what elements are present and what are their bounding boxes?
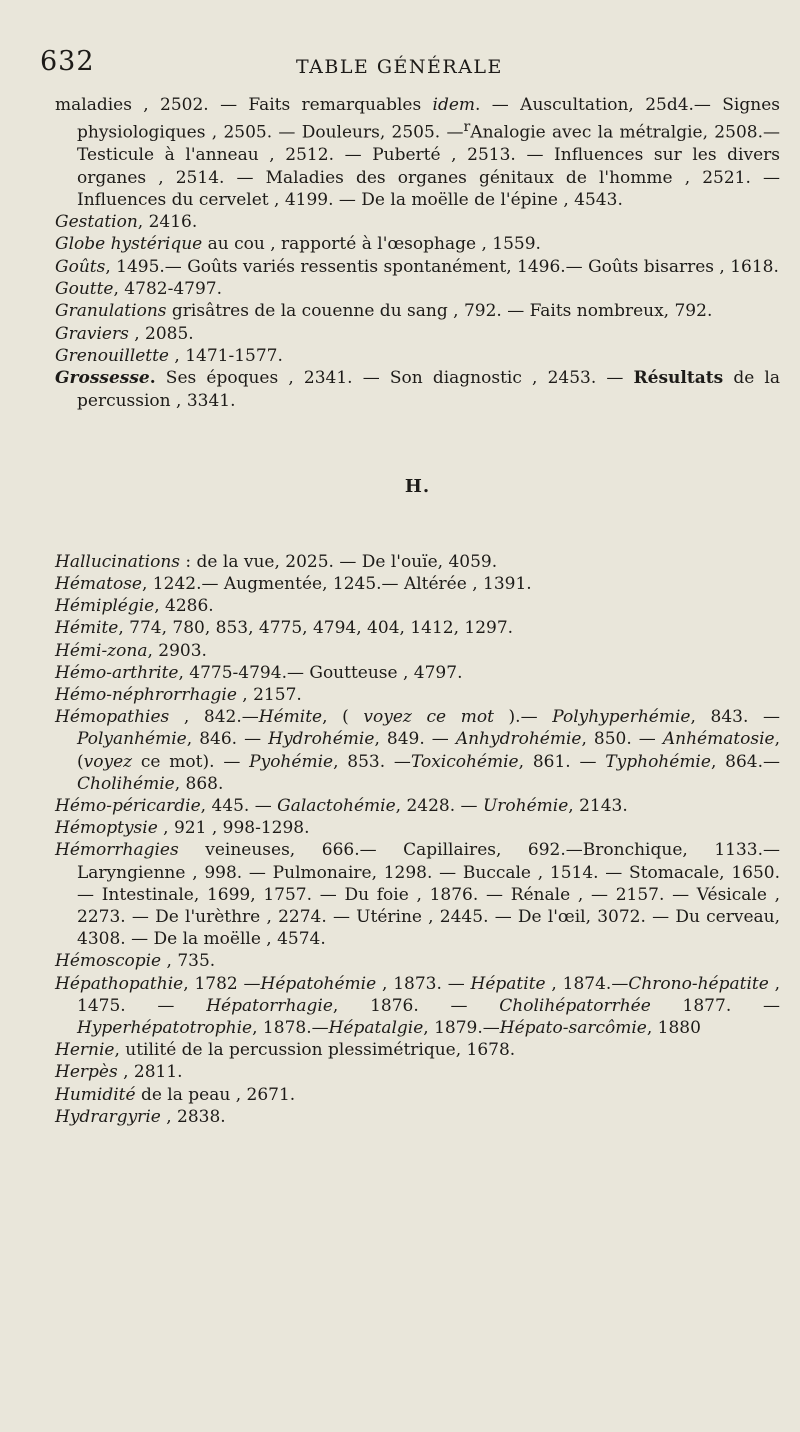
running-head: TABLE GÉNÉRALE [296,56,503,78]
index-entry: Globe hystérique au cou , rapporté à l'œsophage , 1559. [55,234,541,255]
index-entry: Hernie, utilité de la percussion plessimétrique, 1678. [55,1040,516,1061]
index-entry: Grossesse. Ses époques , 2341. — Son diagnostic , 2453. — Résultats de la percussion , 3341. [55,368,780,411]
index-entry: Hémite, 774, 780, 853, 4775, 4794, 404, 1412, 1297. [55,618,514,639]
page-header [0,46,800,90]
index-entry: Hémiplégie, 4286. [55,596,214,617]
index-entry: Hémo-arthrite, 4775-4794.— Goutteuse , 4797. [55,662,463,683]
index-section-h [55,551,780,1128]
index-entry: Hémoscopie , 735. [55,951,216,972]
index-entry: Gestation, 2416. [55,212,198,233]
index-body [55,94,780,1128]
section-letter-h: H. [404,475,431,497]
index-entry: Hémoptysie , 921 , 998-1298. [55,818,310,839]
index-entry: Graviers , 2085. [55,323,194,344]
index-entry: Hémorrhagies veineuses, 666.— Capillaires, 692.—Bronchique, 1133.— Laryngienne , 998. — Pulmonaire, 1298. — Buccale , 1514. — Stomacale, 1650. — Intestinale, 1699, 1757. — Du foie , 1876. — Rénale , — 2157. — Vésicale , 2273. — De l'urèthre , 2274. — Utérine , 2445. — De l'œil, 3072. — Du cerveau, 4308. — De la moëlle , 4574. [55,840,780,950]
index-section-g [55,94,780,412]
index-entry: Hémo-néphrorrhagie , 2157. [55,685,302,706]
index-entry: Hématose, 1242.— Augmentée, 1245.— Altérée , 1391. [55,574,532,595]
index-entry: Granulations grisâtres de la couenne du sang , 792. — Faits nombreux, 792. [55,301,713,322]
index-entry: Hémi-zona, 2903. [55,640,207,661]
index-entry: Goûts, 1495.— Goûts variés ressentis spontanément, 1496.— Goûts bisarres , 1618. [55,256,779,277]
index-entry: Hépathopathie, 1782 —Hépatohémie , 1873. — Hépatite , 1874.—Chrono-hépatite , 1475. — Hépatorrhagie, 1876. — Cholihépatorrhée 1877. — Hyperhépatotrophie, 1878.—Hépatalgie, 1879.—Hépato-sarcômie, 1880 [55,973,781,1039]
index-entry: maladies , 2502. — Faits remarquables idem. — Auscultation, 25d4.— Signes physiologiques , 2505. — Douleurs, 2505. —$^r$Analogie avec la métralgie, 2508.— Testicule à l'anneau , 2512. — Puberté , 2513. — Influences sur les divers organes , 2514. — Maladies des organes génitaux de l'homme , 2521. — Influences du cervelet , 4199. — De la moëlle de l'épine , 4543. [55,95,780,210]
index-entry: Hémopathies , 842.—Hémite, ( voyez ce mot ).— Polyhyperhémie, 843. —Polyanhémie, 846. — Hydrohémie, 849. — Anhydrohémie, 850. — Anhématosie, (voyez ce mot). — Pyohémie, 853. —Toxicohémie, 861. — Typhohémie, 864.— Cholihémie, 868. [55,707,781,794]
index-entry: Grenouillette , 1471-1577. [55,345,283,366]
page-number: 632 [40,46,95,77]
index-entry: Goutte, 4782-4797. [55,279,222,300]
index-entry: Humidité de la peau , 2671. [55,1084,296,1105]
index-entry: Herpès , 2811. [55,1062,183,1083]
index-entry: Hémo-péricardie, 445. — Galactohémie, 2428. — Urohémie, 2143. [55,796,628,817]
index-entry: Hydrargyrie , 2838. [55,1106,226,1127]
index-entry: Hallucinations : de la vue, 2025. — De l'ouïe, 4059. [55,551,498,572]
